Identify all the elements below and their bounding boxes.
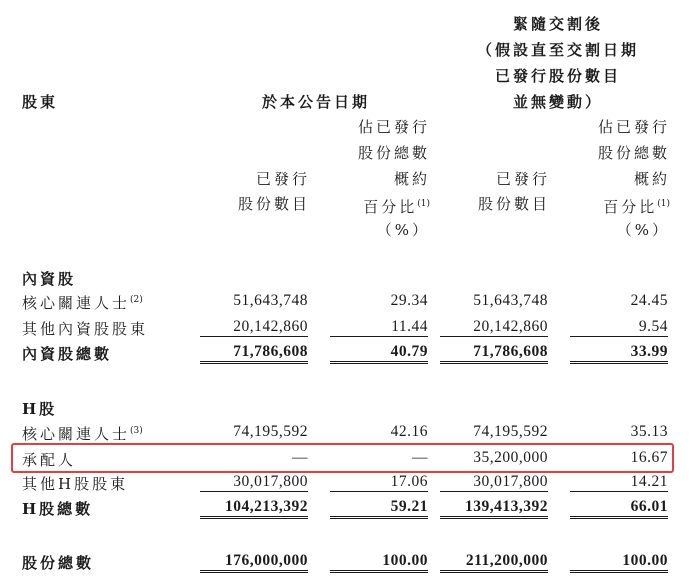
row-label: 其他H股股東 <box>22 475 129 493</box>
cell-shares-after: 35,200,000 <box>473 449 548 466</box>
header-pct-now-line3: 概約 <box>393 170 430 188</box>
cell-shares-after: 20,142,860 <box>440 318 548 337</box>
header-pct-now-line1: 佔已發行 <box>357 118 430 136</box>
total-pct-now-domestic: 40.79 <box>330 343 428 364</box>
total-pct-now-h: 59.21 <box>330 498 428 519</box>
header-issued-after-line2: 股份數目 <box>477 195 550 213</box>
header-after-line1: 緊隨交割後 <box>512 15 603 33</box>
total-label-domestic: 內資股總數 <box>22 345 113 363</box>
cell-pct-now: 11.44 <box>330 318 428 337</box>
header-pct-after-line3: 概約 <box>633 170 670 188</box>
total-shares-after-domestic: 71,786,608 <box>440 343 548 364</box>
cell-shares-after: 51,643,748 <box>473 292 548 309</box>
total-shares-after-h: 139,413,392 <box>440 498 548 519</box>
total-shares-now-h: 104,213,392 <box>200 498 308 519</box>
cell-shares-now: 74,195,592 <box>233 423 308 440</box>
total-pct-after-h: 66.01 <box>570 498 668 519</box>
header-pct-after-line2: 股份總數 <box>597 144 670 162</box>
cell-pct-now: 17.06 <box>330 473 428 492</box>
header-after-line4: 並無變動） <box>512 93 603 111</box>
header-issued-now-line2: 股份數目 <box>237 195 310 213</box>
cell-pct-after: 9.54 <box>570 318 668 337</box>
header-as-at-date: 於本公告日期 <box>262 93 371 111</box>
cell-pct-after: 35.13 <box>630 423 668 440</box>
cell-shares-now: 51,643,748 <box>233 292 308 309</box>
header-pct-now-line2: 股份總數 <box>357 144 430 162</box>
header-pct-now-line4: 百分比$^{(1)}$ <box>363 198 430 216</box>
header-pct-after-unit: （%） <box>616 221 670 239</box>
row-label: 核心關連人士$^{(2)}$ <box>22 294 143 312</box>
cell-shares-after: 30,017,800 <box>440 473 548 492</box>
grand-total-shares-now: 176,000,000 <box>200 552 308 573</box>
grand-total-shares-after: 211,200,000 <box>440 552 548 573</box>
header-pct-after-line4: 百分比$^{(1)}$ <box>603 198 670 216</box>
grand-total-pct-now: 100.00 <box>330 552 428 573</box>
total-shares-now-domestic: 71,786,608 <box>200 343 308 364</box>
header-shareholders: 股東 <box>22 93 59 111</box>
header-after-line3: 已發行股份數目 <box>494 67 621 85</box>
row-label-placees: 承配人 <box>22 451 77 469</box>
row-label: 核心關連人士$^{(3)}$ <box>22 425 143 443</box>
cell-pct-now: 42.16 <box>390 423 428 440</box>
section-title-h-shares: H股 <box>22 400 58 418</box>
cell-pct-after: 16.67 <box>630 449 668 466</box>
header-pct-after-line1: 佔已發行 <box>597 118 670 136</box>
cell-pct-after: 14.21 <box>570 473 668 492</box>
cell-shares-now: 20,142,860 <box>200 318 308 337</box>
header-issued-after-line1: 已發行 <box>495 170 550 188</box>
section-title-domestic: 內資股 <box>22 270 77 288</box>
grand-total-label: 股份總數 <box>22 554 95 572</box>
cell-shares-now: — <box>292 449 308 466</box>
cell-shares-now: 30,017,800 <box>200 473 308 492</box>
cell-pct-after: 24.45 <box>630 292 668 309</box>
cell-pct-now: 29.34 <box>390 292 428 309</box>
row-label: 其他內資股股東 <box>22 320 149 338</box>
cell-pct-now: — <box>412 449 428 466</box>
grand-total-pct-after: 100.00 <box>570 552 668 573</box>
header-pct-now-unit: （%） <box>376 221 430 239</box>
cell-shares-after: 74,195,592 <box>473 423 548 440</box>
total-label-h-shares: H股總數 <box>22 500 94 518</box>
total-pct-after-domestic: 33.99 <box>570 343 668 364</box>
header-after-line2: （假設直至交割日期 <box>476 41 639 59</box>
header-issued-now-line1: 已發行 <box>255 170 310 188</box>
